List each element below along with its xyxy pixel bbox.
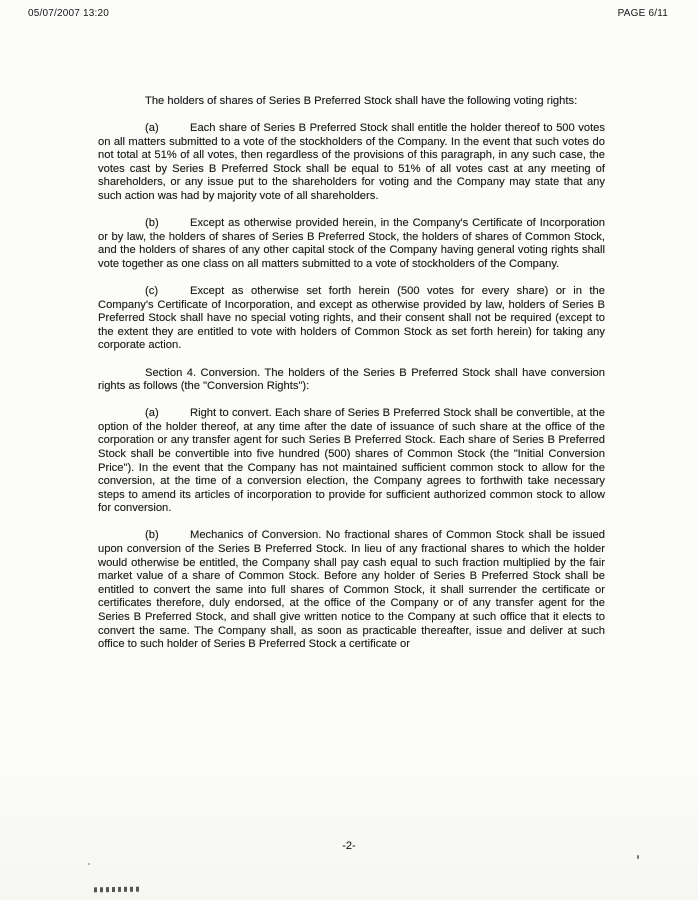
paragraph-label: (a) — [145, 122, 159, 135]
paragraph-text: Each share of Series B Preferred Stock shall entitle the holder thereof to 500 votes on all matters submitted to a vote of the stockholders of the Company. In the event that such votes do not total at 51% of all votes, then regardless of the provisions of this paragraph, in any such case, the votes cast by Series B Preferred Stock shall be equal to 51% of all votes cast at any meeting of shareholders, or any issue put to the shareholders for voting and the Company may state that any such action was had by majority vote of all shareholders. — [98, 122, 605, 203]
paragraph-label: (a) — [145, 407, 159, 420]
page-number: -2- — [342, 840, 356, 852]
paragraph-label: (c) — [145, 285, 159, 298]
paragraph-text: Right to convert. Each share of Series B Preferred Stock shall be convertible, at the option of the holder thereof, at any time after the date of issuance of such share at the office of the corporation or any transfer agent for such Series B Preferred Stock. Each share of Series B Preferred Stock shall be convertible into five hundred (500) shares of Common Stock (the "Initial Conversion Price"). In the event that the Company has not maintained sufficient common stock to allow for the conversion, at the time of a conversion election, the Company agrees to forthwith take necessary steps to amend its articles of incorporation to provide for sufficient authorized common stock to allow for conversion. — [98, 407, 605, 515]
scan-speck — [637, 855, 639, 859]
paragraph-text: Except as otherwise provided herein, in the Company's Certificate of Incorporation or by law, the holders of shares of Series B Preferred Stock, the holders of shares of Common Stock, and the holders of shares of any other capital stock of the Company having general voting rights shall vote together as one class on all matters submitted to a vote of stockholders of the Company. — [98, 217, 605, 270]
paragraph-conversion-b — [98, 529, 605, 651]
fax-page-indicator: PAGE 6/11 — [617, 8, 668, 19]
paragraph-voting-c — [98, 285, 605, 353]
document-body — [98, 95, 605, 665]
paragraph-label: (b) — [145, 217, 159, 230]
page-footer — [0, 840, 698, 852]
fax-header — [28, 8, 668, 19]
scan-artifact — [94, 887, 140, 893]
paragraph-conversion-a — [98, 407, 605, 516]
paragraph-text: Mechanics of Conversion. No fractional shares of Common Stock shall be issued upon conversion of the Series B Preferred Stock. In lieu of any fractional shares to which the holder would otherwise be entitled, the Company shall pay cash equal to such fraction multiplied by the fair market value of a share of Common Stock. Before any holder of Series B Preferred Stock shall be entitled to convert the same into full shares of Common Stock, it shall surrender the certificate or certificates therefore, duly endorsed, at the office of the Company or of any transfer agent for the Series B Preferred Stock, and shall give written notice to the Company at such office that it elects to convert the same. The Company shall, as soon as practicable thereafter, issue and deliver at such office to such holder of Series B Preferred Stock a certificate or — [98, 529, 605, 651]
paragraph-intro — [98, 95, 605, 109]
paragraph-section4 — [98, 367, 605, 394]
paragraph-voting-a — [98, 122, 605, 204]
paragraph-voting-b — [98, 217, 605, 271]
paragraph-label: (b) — [145, 529, 159, 542]
fax-timestamp: 05/07/2007 13:20 — [28, 8, 110, 19]
paragraph-text: Section 4. Conversion. The holders of the Series B Preferred Stock shall have conversion rights as follows (the "Conversion Rights"): — [98, 366, 605, 393]
paragraph-text: Except as otherwise set forth herein (500 votes for every share) or in the Company's Certificate of Incorporation, and except as otherwise provided by law, holders of Series B Preferred Stock shall have no special voting rights, and their consent shall not be required (except to the extent they are entitled to vote with holders of Common Stock as set forth herein) for taking any corporate action. — [98, 285, 605, 352]
paragraph-text: The holders of shares of Series B Preferred Stock shall have the following voting rights: — [145, 95, 578, 107]
scan-speck — [88, 863, 90, 865]
